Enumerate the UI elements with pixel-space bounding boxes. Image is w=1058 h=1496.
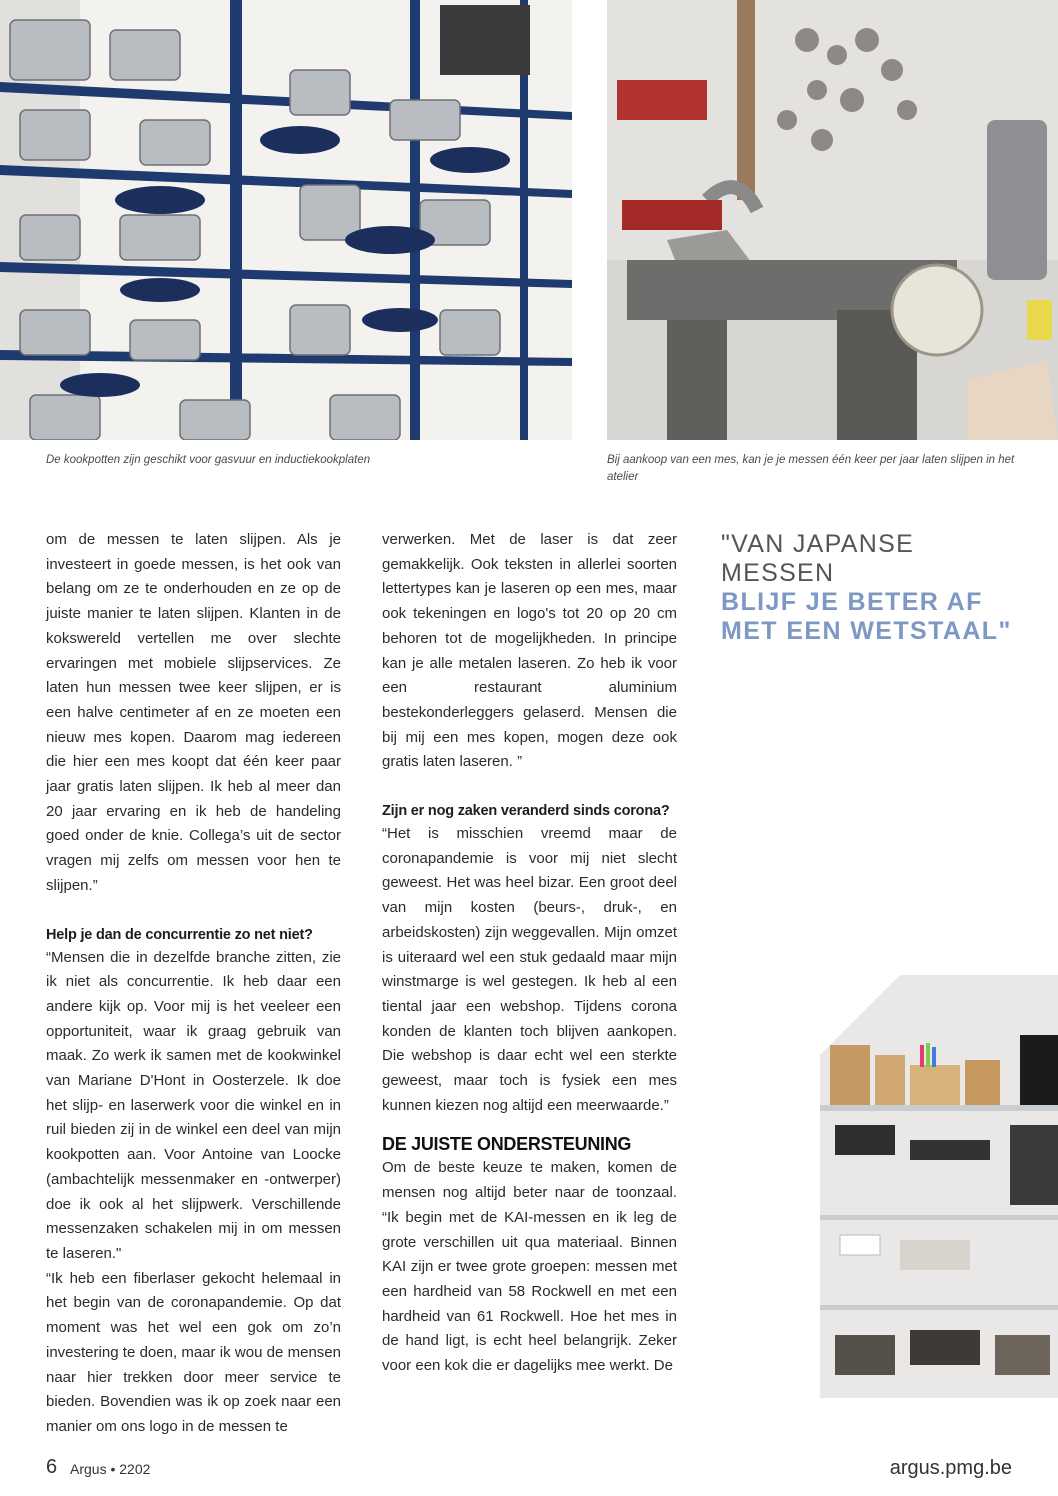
- paragraph: “Het is misschien vreemd maar de coronapandemie is voor mij niet slecht geweest. Het was heel bizar. Een groot deel van mijn kosten (beurs-, druk-, en arbeidskosten) zijn weggevallen. Mijn omzet is uiteraard wel een stuk gedaald maar mijn winstmarge is wel gestegen. Ik heb al een tiental jaar een webshop. Tijdens corona konden de klanten toch blijven aankopen. Die webshop is daar echt wel een sterkte geweest, maar toch is fysiek een mes kunnen kiezen nog altijd een meerwaarde.”: [382, 825, 677, 1114]
- caption-cookware: De kookpotten zijn geschikt voor gasvuur en inductiekookplaten: [46, 454, 371, 466]
- question-heading: Help je dan de concurrentie zo net niet?: [46, 926, 313, 943]
- page-number: 6: [46, 1456, 58, 1478]
- pull-quote: [721, 530, 1041, 646]
- sharpening-atelier-photo: [607, 0, 1058, 440]
- quote-line: MESSEN: [721, 559, 835, 587]
- paragraph: om de messen te laten slijpen. Als je investeert in goede messen, is het ook van belang om ze te onderhouden en ze op de juiste manier te laten slijpen. Klanten in de kokswereld vertellen me over slechte ervaringen met mobiele slijpservices. Ze laten hun messen twee keer slijpen, er is een halve centimeter af en ze moeten een nieuw mes kopen. Daarom mag iedereen die hier een mes koopt dat één keer paar jaar gratis laten slijpen. Ik heb al meer dan 20 jaar ervaring en ik heb de handeling goed onder de knie. Collega’s uit de sector vragen mij zelfs om messen voor hen te slijpen.”: [46, 531, 341, 894]
- knife-showroom-photo: [820, 975, 1058, 1398]
- paragraph: verwerken. Met de laser is dat zeer gemakkelijk. Ook teksten in allerlei soorten lettertypes kan je laseren op een mes, maar ook tekeningen en logo's tot 20 op 20 cm behoren tot de mogelijkheden. In principe kan je alle metalen laseren. Zo heb ik voor een restaurant aluminium bestekonderleggers gelaserd. Mensen die bij mij een mes kopen, mogen deze ook gratis laten laseren. ”: [382, 531, 677, 771]
- quote-line-accent: BLIJF JE BETER AF: [721, 588, 983, 616]
- article-column-1: [46, 528, 341, 1440]
- section-heading: DE JUISTE ONDERSTEUNING: [382, 1134, 632, 1155]
- quote-line-accent: MET EEN WETSTAAL": [721, 617, 1012, 645]
- paragraph: Om de beste keuze te maken, komen de mensen nog altijd beter naar de toonzaal. “Ik begin met de KAI-messen en ik leg de grote verschillen uit qua materiaal. Binnen KAI zijn er twee grote groepen: messen met een hardheid van 58 Rockwell en met een hardheid van 61 Rockwell. Hoe het mes in de hand ligt, is echt heel belangrijk. Zeker voor een kok die er dagelijks mee werkt. De: [382, 1159, 677, 1375]
- paragraph: “Ik heb een fiberlaser gekocht helemaal in het begin van de coronapandemie. Op dat moment was het wel een gok om zo’n investering te doen, maar ik wou de mensen naar hier trekken door meer service te bieden. Bovendien was ik op zoek naar een manier om ons logo in de messen te: [46, 1269, 341, 1435]
- magazine-issue: Argus • 2202: [70, 1461, 151, 1477]
- article-column-2: [382, 528, 677, 1379]
- cookware-shelves-photo: [0, 0, 572, 440]
- quote-line: "VAN JAPANSE: [721, 530, 915, 558]
- website-link[interactable]: argus.pmg.be: [889, 1457, 1012, 1479]
- caption-atelier: Bij aankoop van een mes, kan je je messen één keer per jaar laten slijpen in het atelier: [607, 454, 1015, 483]
- question-heading: Zijn er nog zaken veranderd sinds corona?: [382, 803, 670, 820]
- paragraph: “Mensen die in dezelfde branche zitten, zie ik niet als concurrentie. Ik heb daar een andere kijk op. Voor mij is het veeleer een opportuniteit, waar ik graag gebruik van maak. Zo werk ik samen met de kookwinkel van Mariane D'Hont in Oosterzele. Ik doe het slijp- en laserwerk voor die winkel en in ruil bieden zij in de winkel een deel van mijn kookpotten aan. Voor Antoine van Loocke (ambachtelijk messenmaker en -ontwerper) doe ik ook al het slijpwerk. Verschillende messenzaken schakelen mij in om messen te laseren.": [46, 948, 341, 1262]
